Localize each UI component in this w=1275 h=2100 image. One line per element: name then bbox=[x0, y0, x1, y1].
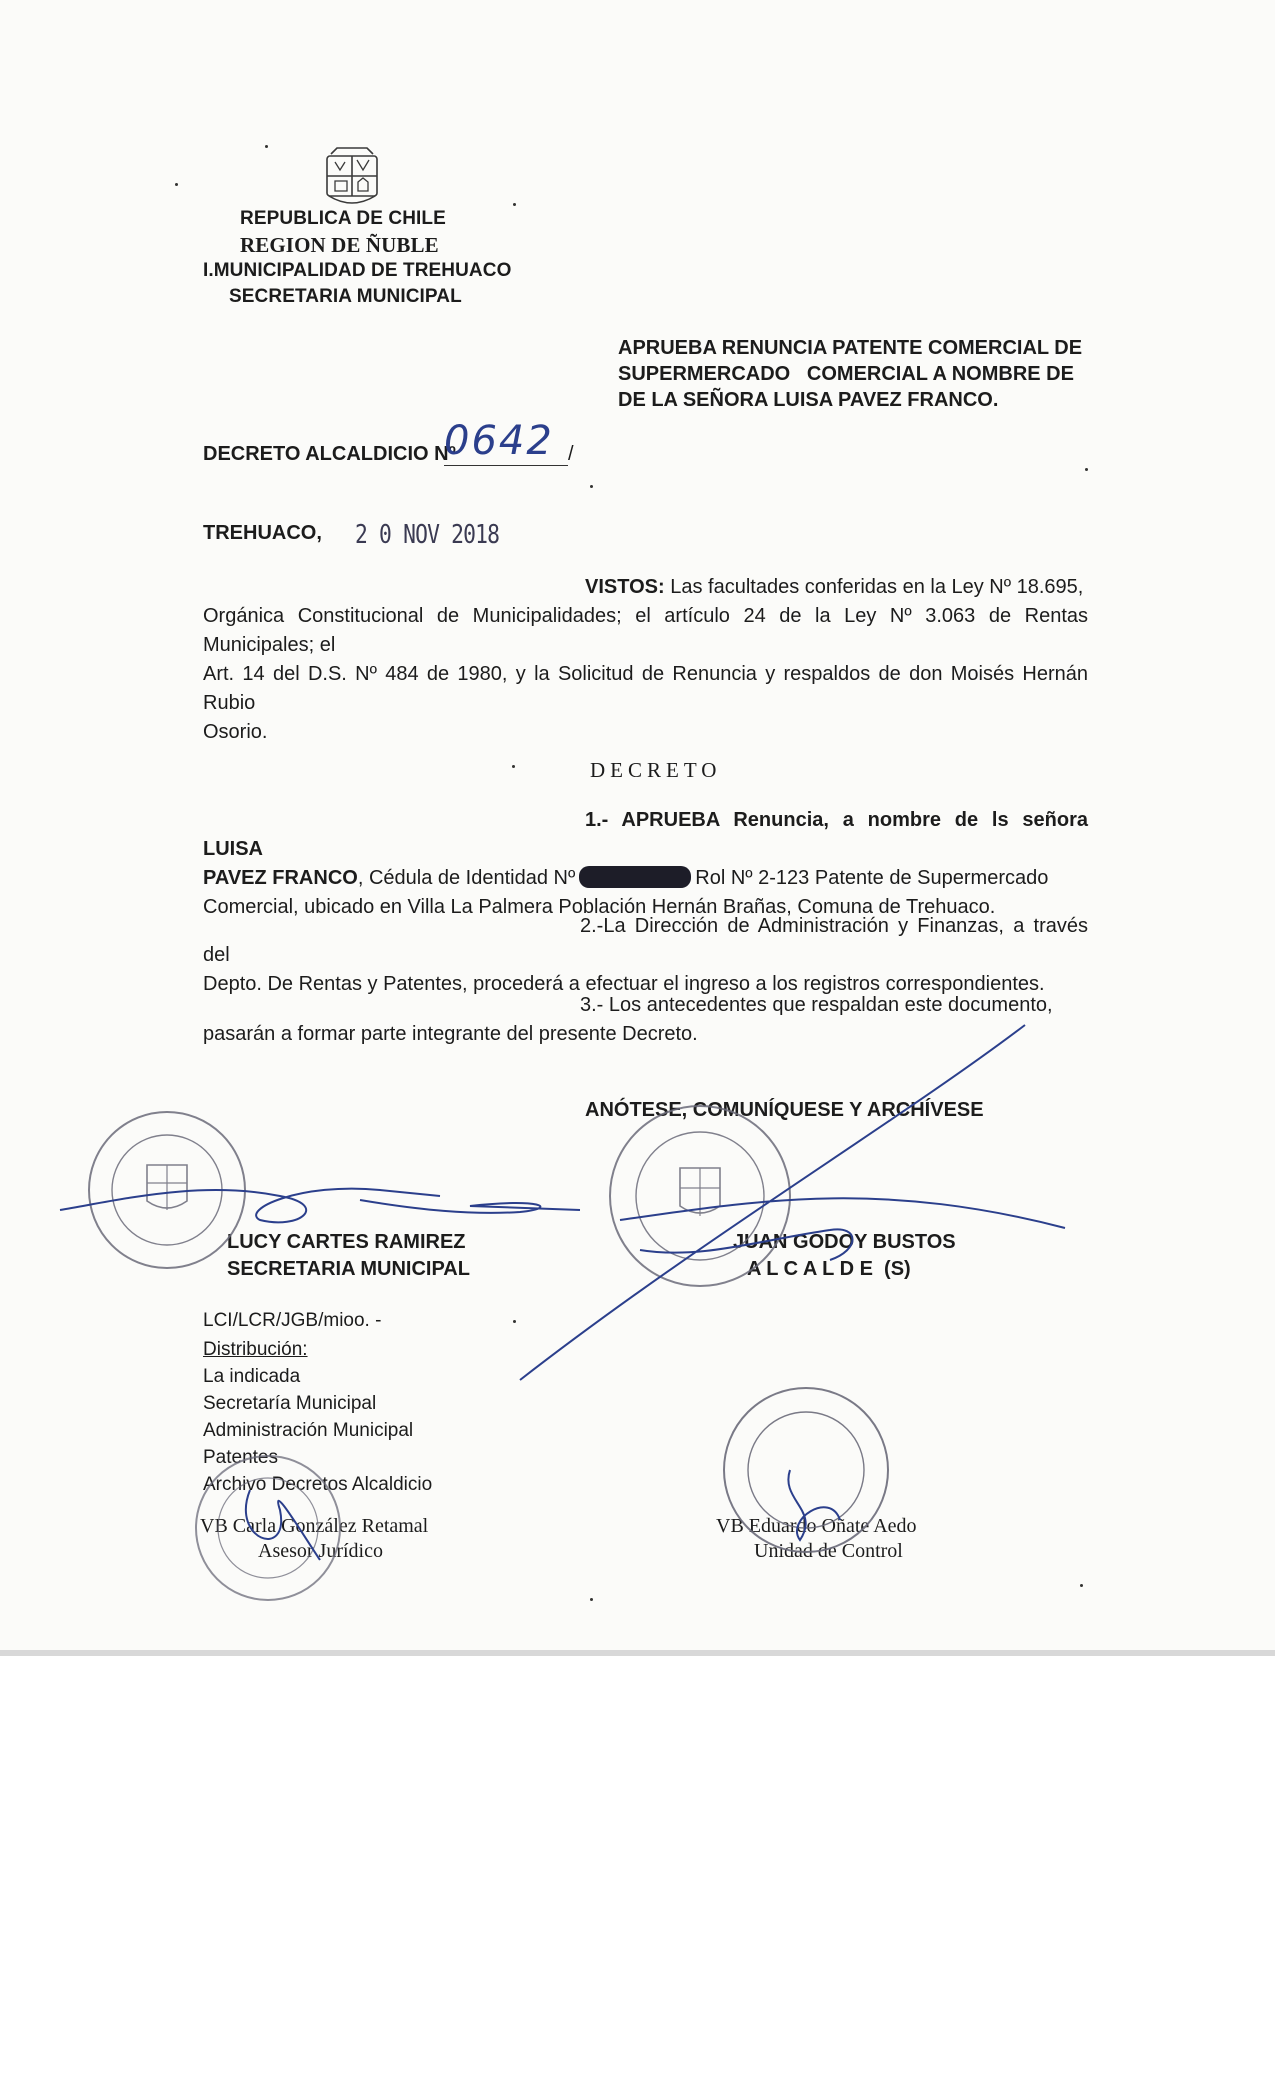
scan-speck bbox=[590, 1598, 593, 1601]
signatory-mayor bbox=[733, 1229, 956, 1283]
subject-line-2: SUPERMERCADO COMERCIAL A NOMBRE DE bbox=[618, 363, 1074, 385]
secretary-title: SECRETARIA MUNICIPAL bbox=[227, 1258, 470, 1280]
scan-speck bbox=[175, 183, 178, 186]
typist-initials: LCI/LCR/JGB/mioo. - bbox=[203, 1310, 382, 1331]
mayor-name: JUAN GODOY BUSTOS bbox=[733, 1231, 956, 1253]
vistos-line-3: Art. 14 del D.S. Nº 484 de 1980, y la Solicitud de Renuncia y respaldos de don Moisés Hernán Rubio bbox=[203, 663, 1088, 714]
distribution-item: Patentes bbox=[203, 1447, 278, 1468]
distribution-item: Administración Municipal bbox=[203, 1420, 414, 1441]
closing-formula: ANÓTESE, COMUNÍQUESE Y ARCHÍVESE bbox=[585, 1099, 984, 1121]
secretary-name: LUCY CARTES RAMIREZ bbox=[227, 1231, 466, 1253]
header-municipality: I.MUNICIPALIDAD DE TREHUACO bbox=[203, 260, 512, 281]
signatory-secretary bbox=[227, 1229, 470, 1283]
decree-number-underline bbox=[444, 465, 568, 466]
distribution-item: La indicada bbox=[203, 1366, 301, 1387]
vb-right-title: Unidad de Control bbox=[754, 1540, 903, 1562]
vb-left-name: VB Carla González Retamal bbox=[200, 1515, 429, 1537]
distribution-item: Secretaría Municipal bbox=[203, 1393, 377, 1414]
item1-name: PAVEZ FRANCO bbox=[203, 867, 358, 889]
scan-speck bbox=[513, 203, 516, 206]
distribution-list bbox=[203, 1336, 432, 1498]
scan-speck bbox=[1080, 1584, 1083, 1587]
vistos-line-2: Orgánica Constitucional de Municipalidades; el artículo 24 de la Ley Nº 3.063 de Rentas Municipales; el bbox=[203, 605, 1088, 656]
header-country: REPUBLICA DE CHILE bbox=[240, 208, 446, 229]
scan-edge bbox=[0, 1650, 1275, 1656]
mayor-title: A L C A L D E (S) bbox=[747, 1258, 911, 1280]
vb-left-title: Asesor Jurídico bbox=[258, 1540, 383, 1562]
subject-line-3: DE LA SEÑORA LUISA PAVEZ FRANCO. bbox=[618, 389, 999, 411]
vistos-line-4: Osorio. bbox=[203, 721, 268, 743]
item2-line-2: Depto. De Rentas y Patentes, procederá a efectuar el ingreso a los registros correspondientes. bbox=[203, 973, 1045, 995]
scan-speck bbox=[265, 145, 268, 148]
vb-right-name: VB Eduardo Oñate Aedo bbox=[716, 1515, 917, 1537]
vistos-label: VISTOS: bbox=[585, 576, 665, 598]
decree-subject bbox=[618, 335, 1088, 413]
decree-number-label: DECRETO ALCALDICIO Nº bbox=[203, 443, 456, 465]
date-stamp: 2 0 NOV 2018 bbox=[355, 520, 500, 550]
decree-number-slash: / bbox=[568, 443, 574, 465]
decree-item-3 bbox=[203, 991, 1088, 1049]
vb-legal-advisor bbox=[200, 1514, 428, 1564]
decreto-heading: DECRETO bbox=[590, 758, 722, 782]
vb-control-unit bbox=[716, 1514, 917, 1564]
header-region: REGION DE ÑUBLE bbox=[240, 233, 439, 257]
distribution-item: Archivo Decretos Alcaldicio bbox=[203, 1474, 433, 1495]
item2-lead: 2.-La Dirección de Administración y Finanzas, a través del bbox=[203, 915, 1088, 966]
decree-item-2 bbox=[203, 912, 1088, 999]
scan-speck bbox=[512, 765, 515, 768]
vistos-line-1: Las facultades conferidas en la Ley Nº 18.695, bbox=[670, 576, 1084, 598]
place-label: TREHUACO, bbox=[203, 522, 322, 544]
header-department: SECRETARIA MUNICIPAL bbox=[229, 286, 462, 307]
subject-line-1: APRUEBA RENUNCIA PATENTE COMERCIAL DE bbox=[618, 337, 1083, 359]
decree-number-handwritten: 0642 bbox=[444, 418, 554, 464]
item1-rol: Rol Nº 2-123 Patente de Supermercado bbox=[695, 867, 1049, 889]
redacted-id-number bbox=[579, 866, 691, 888]
item1-line-3: Comercial, ubicado en Villa La Palmera Población Hernán Brañas, Comuna de Trehuaco. bbox=[203, 896, 996, 918]
item1-id-label: , Cédula de Identidad Nº bbox=[357, 867, 576, 889]
distribution-title: Distribución: bbox=[203, 1339, 308, 1360]
item3-line-2: pasarán a formar parte integrante del presente Decreto. bbox=[203, 1023, 698, 1045]
vistos-paragraph bbox=[203, 573, 1088, 747]
item3-lead: 3.- Los antecedentes que respaldan este documento, bbox=[580, 994, 1053, 1016]
item1-lead: 1.- APRUEBA Renuncia, a nombre de ls señora LUISA bbox=[203, 809, 1088, 860]
scan-speck bbox=[513, 1320, 516, 1323]
scan-speck bbox=[590, 485, 593, 488]
decree-item-1 bbox=[203, 806, 1088, 922]
scan-speck bbox=[1085, 468, 1088, 471]
